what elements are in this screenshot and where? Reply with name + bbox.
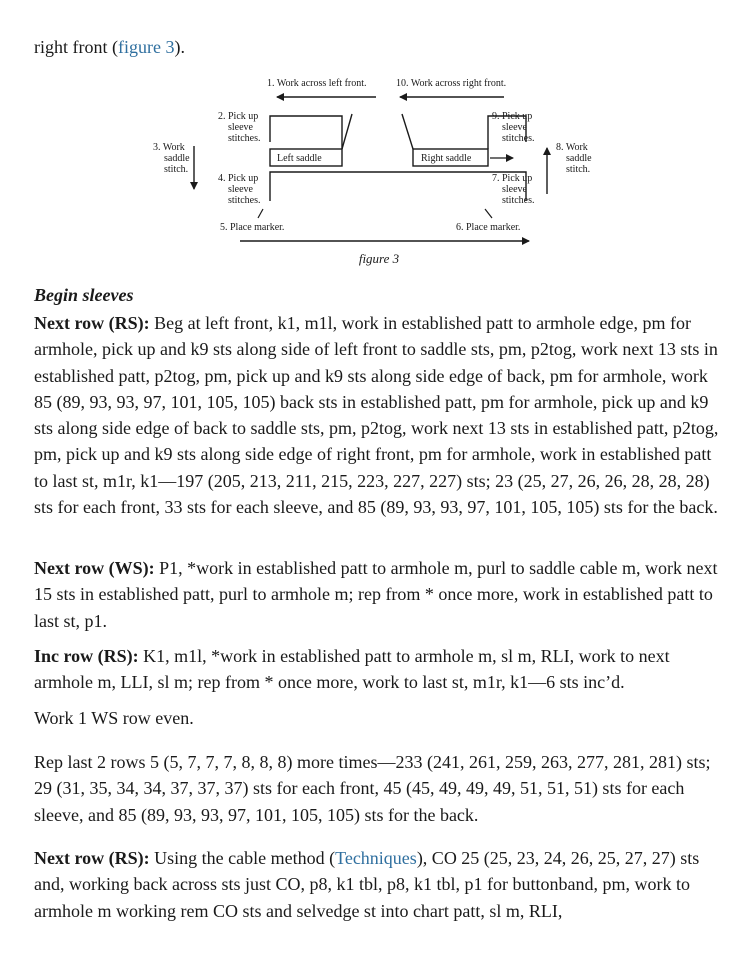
paragraph-next-row-ws: [34, 555, 724, 634]
row-text-before: Using the cable method (: [149, 848, 336, 868]
row-label: Next row (RS):: [34, 313, 150, 333]
label-step-10: 10. Work across right front.: [396, 78, 507, 89]
paragraph-work-ws-row: Work 1 WS row even.: [34, 708, 194, 728]
right-saddle-label: Right saddle: [421, 153, 472, 164]
row-text: P1, *work in established patt to armhole m, purl to saddle cable m, work next 15 sts in established patt, purl to armhole m; rep from * once more, work in established patt to last st, p1.: [34, 558, 718, 631]
marker-tick-left: [258, 209, 263, 218]
row-label: Next row (WS):: [34, 558, 155, 578]
label-step-7c: stitches.: [502, 195, 535, 206]
body-outline: [270, 172, 526, 201]
label-step-1: 1. Work across left front.: [267, 78, 367, 89]
paragraph-inc-row-rs: [34, 643, 724, 696]
section-heading: Begin sleeves: [34, 285, 134, 305]
marker-tick-right: [485, 209, 492, 218]
label-step-8b: saddle: [566, 153, 592, 164]
row-label: Next row (RS):: [34, 848, 150, 868]
intro-after: ).: [174, 37, 185, 57]
label-step-3c: stitch.: [164, 164, 189, 175]
label-step-3a: 3. Work: [153, 142, 185, 153]
label-step-7a: 7. Pick up: [492, 173, 533, 184]
left-saddle-label: Left saddle: [277, 153, 322, 164]
label-step-4c: stitches.: [228, 195, 261, 206]
techniques-link[interactable]: Techniques: [335, 848, 417, 868]
label-step-2a: 2. Pick up: [218, 111, 259, 122]
label-step-7b: sleeve: [502, 184, 527, 195]
figure-caption: figure 3: [358, 251, 400, 266]
label-step-8a: 8. Work: [556, 142, 588, 153]
saddle-diagram: [34, 68, 724, 248]
intro-line: [34, 34, 185, 60]
label-step-2b: sleeve: [228, 122, 253, 133]
label-step-9a: 9. Pick up: [492, 111, 533, 122]
label-step-9b: sleeve: [502, 122, 527, 133]
label-step-9c: stitches.: [502, 133, 535, 144]
intro-before: right front (: [34, 37, 118, 57]
label-step-5: 5. Place marker.: [220, 222, 285, 233]
row-text-after: ), CO 25 (25, 23, 24, 26, 25, 27, 27) sts and, working back across sts just CO, p8, k1 tbl, p8, k1 tbl, p1 for buttonband, pm, work to armhole m working rem CO sts and selvedge st into chart patt, sl m, RLI,: [34, 848, 700, 921]
left-armhole-outline: [270, 116, 342, 149]
label-step-4b: sleeve: [228, 184, 253, 195]
row-text: K1, m1l, *work in established patt to armhole m, sl m, RLI, work to next armhole m, LLI, sl m; rep from * once more, work to last st, m1r, k1—6 sts inc’d.: [34, 646, 670, 693]
label-step-4a: 4. Pick up: [218, 173, 259, 184]
row-label: Inc row (RS):: [34, 646, 139, 666]
right-neck-slope: [402, 114, 413, 149]
figure-3-link[interactable]: figure 3: [117, 37, 175, 57]
left-neck-slope: [342, 114, 352, 149]
paragraph-next-row-rs-1: [34, 310, 724, 520]
paragraph-repeat-rows: Rep last 2 rows 5 (5, 7, 7, 7, 8, 8, 8) more times—233 (241, 261, 259, 263, 277, 281, 281) sts; 29 (31, 35, 34, 34, 37, 37, 37) sts for each front, 45 (45, 49, 49, 49, 51, 51, 51) sts for each sleeve, and 85 (89, 93, 93, 97, 101, 105, 105) sts for the back.: [34, 752, 711, 825]
label-step-3b: saddle: [164, 153, 190, 164]
label-step-6: 6. Place marker.: [456, 222, 521, 233]
paragraph-next-row-rs-2: [34, 845, 724, 924]
row-text: Beg at left front, k1, m1l, work in established patt to armhole edge, pm for armhole, pick up and k9 sts along side of left front to saddle sts, pm, p2tog, work next 13 sts in established patt, p2tog, pm, pick up and k9 sts along side edge of back, pm for armhole, work 85 (89, 93, 93, 97, 101, 105, 105) back sts in established patt, pm for armhole, pick up and k9 sts along side edge of back to saddle sts, pm, p2tog, work next 13 sts in established patt, p2tog, pm, pick up and k9 sts along side edge of right front, pm for armhole, work in established patt to last st, m1r, k1—197 (205, 213, 211, 215, 223, 227, 227) sts; 23 (25, 27, 26, 26, 28, 28, 28) sts for each front, 33 sts for each sleeve, and 85 (89, 93, 93, 97, 101, 105, 105) sts for the back.: [34, 313, 719, 518]
label-step-2c: stitches.: [228, 133, 261, 144]
figure-3-diagram: [34, 68, 724, 278]
label-step-8c: stitch.: [566, 164, 591, 175]
